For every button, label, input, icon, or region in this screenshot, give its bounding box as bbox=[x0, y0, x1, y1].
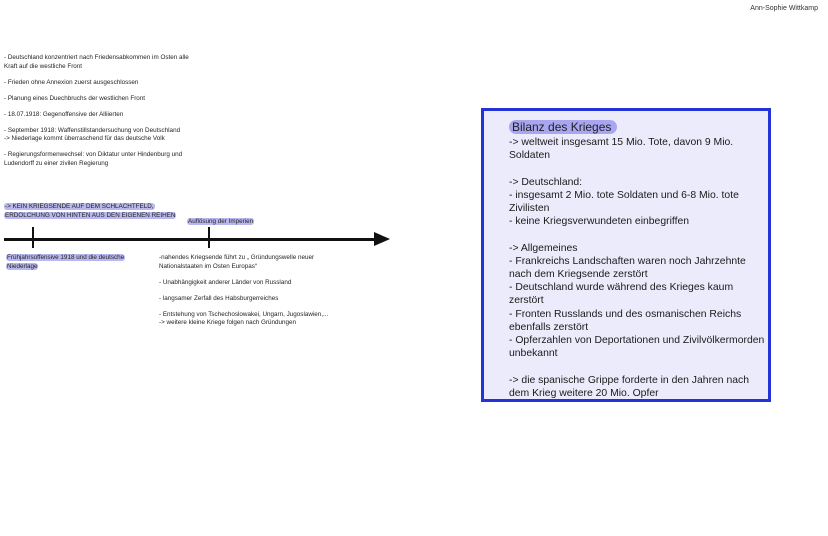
timeline-event-label bbox=[187, 217, 254, 226]
bilanz-line: - Fronten Russlands und des osmanischen Reichs ebenfalls zerstört bbox=[509, 308, 742, 333]
note-item: - Planung eines Duechbruchs der westlichen Front bbox=[4, 94, 146, 102]
event-highlight: Auflösung der Imperien bbox=[188, 218, 254, 225]
sub-note-item: - Entstehung von Tschechoslowakei, Ungarn, Jugoslawien,... -> weitere kleine Kriege folgen nach Gründungen bbox=[159, 310, 329, 326]
note-item: - 18.07.1918: Gegenoffensive der Alliierten bbox=[4, 110, 124, 118]
bilanz-line: - Frankreichs Landschaften waren noch Jahrzehnte nach dem Kriegsende zerstört bbox=[509, 255, 746, 280]
sub-note-item: - Unabhängigkeit anderer Länder von Russland bbox=[159, 278, 292, 286]
event-highlight: Frühjahrsoffensive 1918 und die deutsche Niederlage bbox=[7, 254, 125, 270]
author-name: Ann-Sophie Wittkamp bbox=[750, 5, 818, 12]
conclusion-highlight: -> KEIN KRIEGSENDE AUF DEM SCHLACHTFELD, ERDOLCHUNG VON HINTEN AUS DEN EIGENEN REIHEN bbox=[5, 203, 176, 219]
bilanz-line: -> weltweit insgesamt 15 Mio. Tote, davon 9 Mio. Soldaten bbox=[509, 137, 734, 162]
bilanz-line: -> Allgemeines bbox=[509, 242, 578, 254]
sub-notes-list bbox=[159, 254, 344, 335]
bilanz-line: - keine Kriegsverwundeten einbegriffen bbox=[509, 216, 690, 228]
note-item: - Frieden ohne Annexion zuerst ausgeschlossen bbox=[4, 78, 139, 86]
notes-list bbox=[4, 54, 194, 176]
sub-note-item: - langsamer Zerfall des Habsburgerreiches bbox=[159, 294, 279, 302]
timeline-marker bbox=[208, 227, 210, 248]
bilanz-line bbox=[509, 228, 767, 241]
timeline-marker bbox=[32, 227, 34, 248]
conclusion-note bbox=[4, 202, 190, 220]
timeline-arrow-icon bbox=[374, 232, 390, 246]
note-item: - Deutschland konzentriert nach Friedensabkommen im Osten alle Kraft auf die westliche Front bbox=[4, 54, 189, 70]
bilanz-line: - insgesamt 2 Mio. tote Soldaten und 6-8 Mio. tote Zivilisten bbox=[509, 189, 739, 214]
sub-note-item: -nahendes Kriegsende führt zu „ Gründungswelle neuer Nationalstaaten im Osten Europas“ bbox=[159, 254, 315, 270]
timeline-event-label bbox=[6, 253, 126, 271]
bilanz-line: - Opferzahlen von Deportationen und Zivilvölkermorden unbekannt bbox=[509, 335, 765, 360]
note-item: - Regierungsformenwechsel: von Diktatur unter Hindenburg und Ludendorff zu einer zivilen Regierung bbox=[4, 151, 183, 167]
note-item: - September 1918: Waffenstillstandersuchung von Deutschland -> Niederlage kommt überraschend für das deutsche Volk bbox=[4, 126, 181, 142]
bilanz-box bbox=[481, 108, 771, 402]
bilanz-content bbox=[509, 136, 767, 400]
bilanz-line bbox=[509, 360, 767, 373]
bilanz-line: -> die spanische Grippe forderte in den Jahren nach dem Krieg weitere 20 Mio. Opfer bbox=[509, 374, 749, 399]
bilanz-line: - Deutschland wurde während des Krieges kaum zerstört bbox=[509, 282, 734, 307]
bilanz-line bbox=[509, 162, 767, 175]
bilanz-line: -> Deutschland: bbox=[509, 176, 583, 188]
bilanz-title: Bilanz des Krieges bbox=[509, 120, 617, 134]
timeline-axis bbox=[4, 238, 378, 241]
